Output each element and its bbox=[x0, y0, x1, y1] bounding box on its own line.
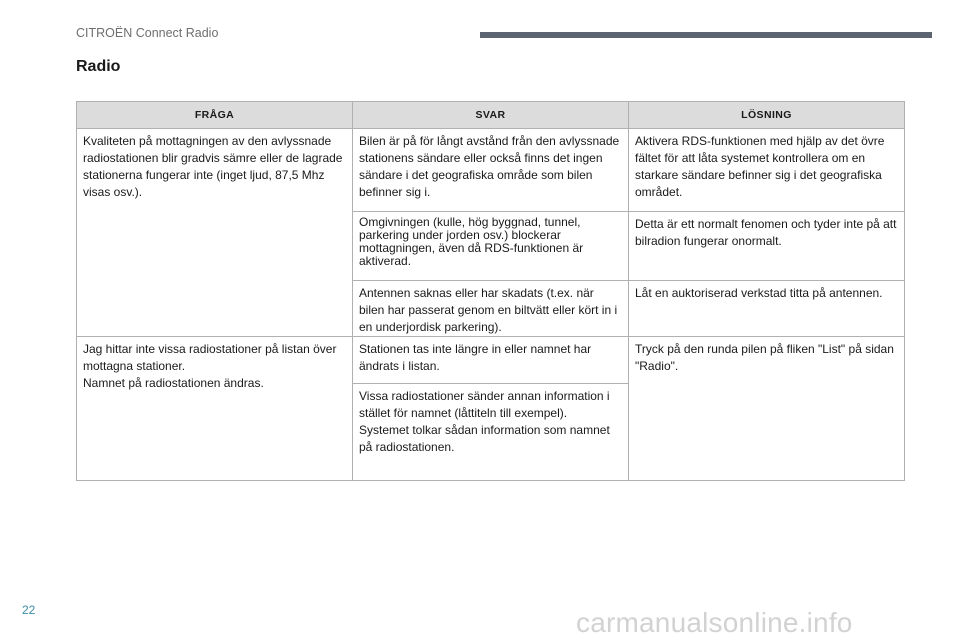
answer-cell: Omgivningen (kulle, hög byggnad, tunnel, parkering under jorden osv.) blockerar mottagningen, även då RDS-funktionen är aktiverad. bbox=[353, 212, 629, 281]
watermark: carmanualsonline.info bbox=[576, 607, 853, 638]
table-row bbox=[77, 129, 905, 212]
manual-header-title: CITROËN Connect Radio bbox=[76, 26, 219, 40]
table-header-row bbox=[77, 102, 905, 129]
solution-cell: Aktivera RDS-funktionen med hjälp av det övre fältet för att låta systemet kontrollera om en starkare sändare befinner sig i det geografiska området. bbox=[629, 129, 905, 212]
faq-table bbox=[76, 101, 905, 481]
answer-cell bbox=[353, 384, 629, 481]
question-cell: Kvaliteten på mottagningen av den avlyssnade radiostationen blir gradvis sämre eller de lagrade stationerna fungerar inte (inget ljud, 87,5 Mhz visas osv.). bbox=[77, 129, 353, 337]
question-line: Jag hittar inte vissa radiostationer på listan över mottagna stationer. bbox=[83, 342, 337, 373]
header-solution: LÖSNING bbox=[629, 102, 905, 129]
header-bar bbox=[480, 32, 932, 38]
question-line: Namnet på radiostationen ändras. bbox=[83, 376, 264, 390]
answer-cell: Stationen tas inte längre in eller namnet har ändrats i listan. bbox=[353, 337, 629, 384]
answer-line: Vissa radiostationer sänder annan information i stället för namnet (låttiteln till exempel). bbox=[359, 389, 610, 420]
answer-cell: Bilen är på för långt avstånd från den avlyssnade stationens sändare eller också finns det ingen sändare i det geografiska område som bilen befinner sig i. bbox=[353, 129, 629, 212]
answer-cell: Antennen saknas eller har skadats (t.ex. när bilen har passerat genom en biltvätt eller kört in i en underjordisk parkering). bbox=[353, 281, 629, 337]
header-question: FRÅGA bbox=[77, 102, 353, 129]
table-row bbox=[77, 337, 905, 384]
solution-cell: Låt en auktoriserad verkstad titta på antennen. bbox=[629, 281, 905, 337]
page-number: 22 bbox=[22, 603, 36, 617]
solution-cell: Tryck på den runda pilen på fliken "List" på sidan "Radio". bbox=[629, 337, 905, 481]
question-cell bbox=[77, 337, 353, 481]
solution-cell: Detta är ett normalt fenomen och tyder inte på att bilradion fungerar onormalt. bbox=[629, 212, 905, 281]
header-answer: SVAR bbox=[353, 102, 629, 129]
section-title: Radio bbox=[76, 58, 121, 75]
answer-line: Systemet tolkar sådan information som namnet på radiostationen. bbox=[359, 423, 610, 454]
